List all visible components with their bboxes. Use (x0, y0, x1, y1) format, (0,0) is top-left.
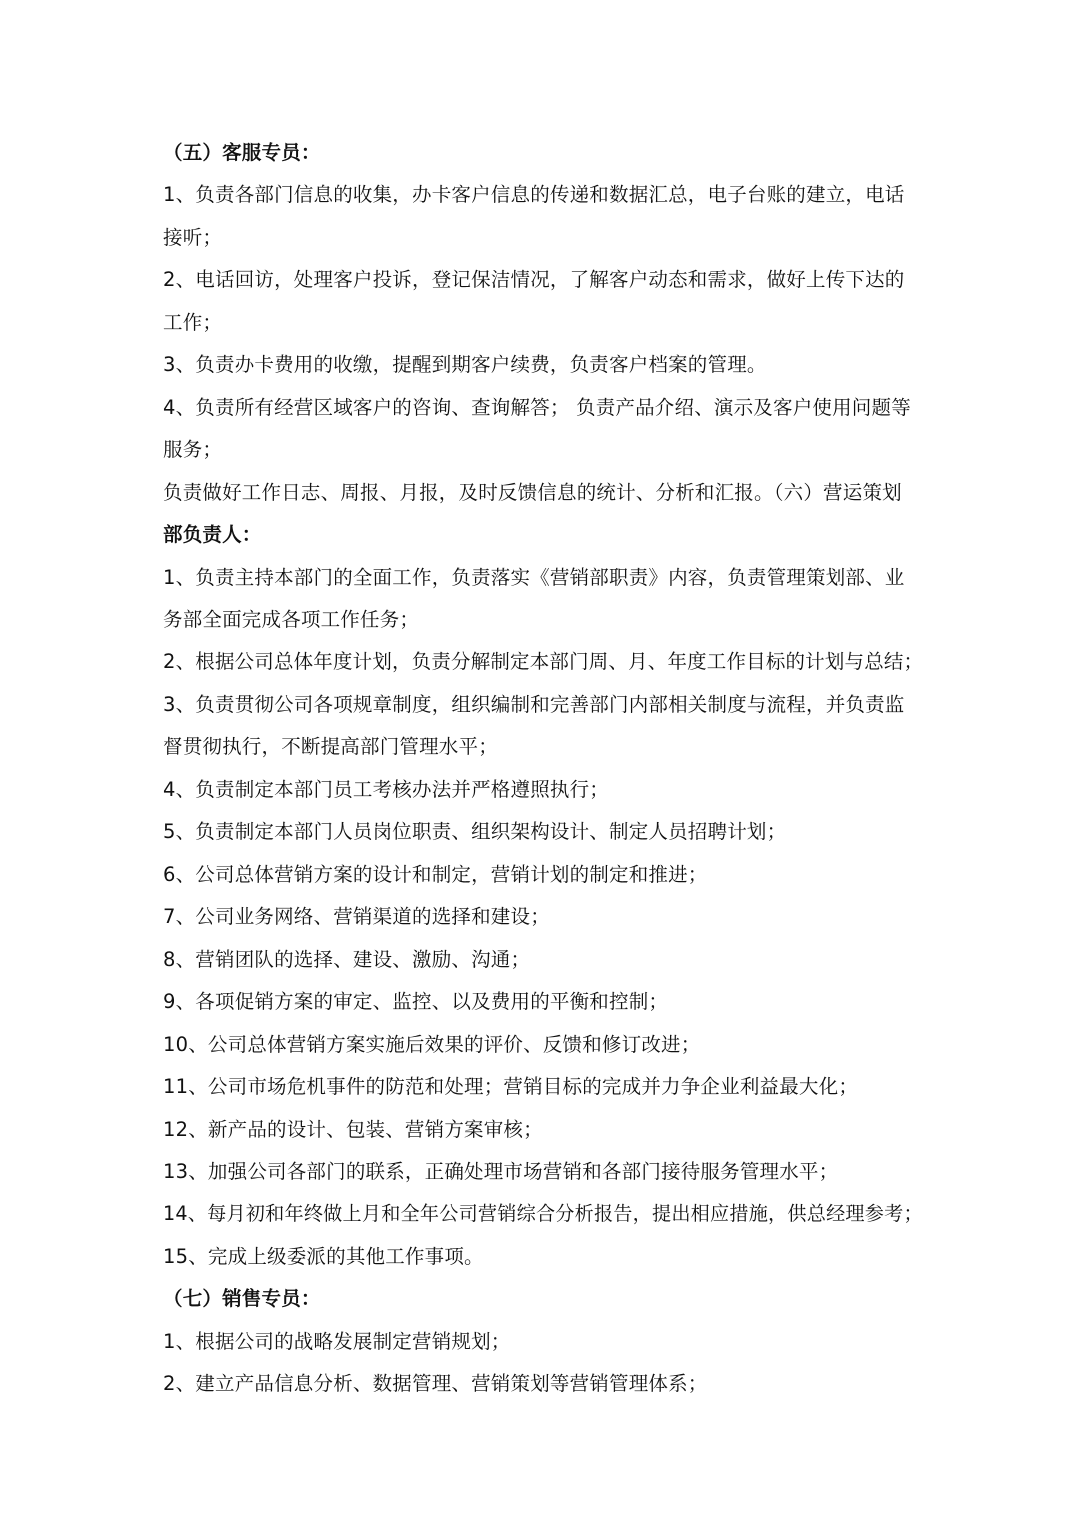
paragraph-line: 接听； (163, 226, 223, 249)
paragraph-line: 13、加强公司各部门的联系，正确处理市场营销和各部门接待服务管理水平； (163, 1160, 839, 1183)
paragraph-line: 2、根据公司总体年度计划，负责分解制定本部门周、月、年度工作目标的计划与总结； (163, 650, 924, 673)
paragraph-line: 督贯彻执行，不断提高部门管理水平； (163, 735, 498, 758)
paragraph-line: 5、负责制定本部门人员岗位职责、组织架构设计、制定人员招聘计划； (163, 820, 787, 843)
paragraph-line: 9、各项促销方案的审定、监控、以及费用的平衡和控制； (163, 990, 669, 1013)
heading-operations-head: 部负责人： (163, 523, 262, 546)
paragraph-line: 11、公司市场危机事件的防范和处理；营销目标的完成并力争企业利益最大化； (163, 1075, 859, 1098)
paragraph-line: 服务； (163, 438, 223, 461)
paragraph-line: 工作； (163, 311, 223, 334)
heading-customer-service: （五）客服专员： (163, 141, 321, 164)
paragraph-line: 7、公司业务网络、营销渠道的选择和建设； (163, 905, 550, 928)
paragraph-line: 2、建立产品信息分析、数据管理、营销策划等营销管理体系； (163, 1372, 708, 1395)
paragraph-line: 8、营销团队的选择、建设、激励、沟通； (163, 948, 531, 971)
paragraph-line: 务部全面完成各项工作任务； (163, 608, 420, 631)
heading-sales-specialist: （七）销售专员： (163, 1287, 321, 1310)
paragraph-line: 1、根据公司的战略发展制定营销规划； (163, 1330, 511, 1353)
paragraph-line: 4、负责制定本部门员工考核办法并严格遵照执行； (163, 778, 610, 801)
paragraph-line: 10、公司总体营销方案实施后效果的评价、反馈和修订改进； (163, 1033, 701, 1056)
paragraph-line: 2、电话回访，处理客户投诉，登记保洁情况，了解客户动态和需求，做好上传下达的 (163, 268, 905, 291)
paragraph-line: 3、负责办卡费用的收缴，提醒到期客户续费，负责客户档案的管理。 (163, 353, 767, 376)
paragraph-line: 3、负责贯彻公司各项规章制度，组织编制和完善部门内部相关制度与流程，并负责监 (163, 693, 905, 716)
paragraph-line: 1、负责主持本部门的全面工作，负责落实《营销部职责》内容，负责管理策划部、业 (163, 566, 905, 589)
paragraph-line: 负责做好工作日志、周报、月报，及时反馈信息的统计、分析和汇报。（六）营运策划 (163, 481, 902, 504)
paragraph-line: 15、完成上级委派的其他工作事项。 (163, 1245, 484, 1268)
paragraph-line: 1、负责各部门信息的收集，办卡客户信息的传递和数据汇总，电子台账的建立，电话 (163, 183, 905, 206)
paragraph-line: 14、每月初和年终做上月和全年公司营销综合分析报告，提出相应措施，供总经理参考； (163, 1202, 923, 1225)
paragraph-line: 4、负责所有经营区域客户的咨询、查询解答； 负责产品介绍、演示及客户使用问题等 (163, 396, 911, 419)
paragraph-line: 12、新产品的设计、包装、营销方案审核； (163, 1118, 543, 1141)
paragraph-line: 6、公司总体营销方案的设计和制定，营销计划的制定和推进； (163, 863, 708, 886)
